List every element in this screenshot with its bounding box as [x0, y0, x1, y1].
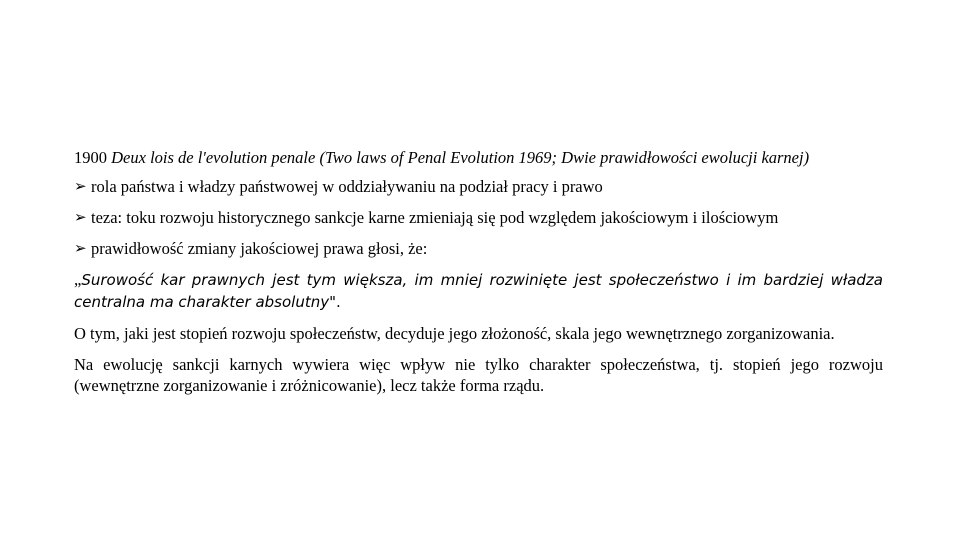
quote-text: Surowość kar prawnych jest tym większa, im mniej rozwinięte jest społeczeństwo i im bardziej władza centralna ma charakter absolutny: [74, 271, 883, 311]
quote-open-mark: „: [74, 270, 82, 289]
bullet-item-1: [74, 176, 883, 197]
heading-title: Deux lois de l'evolution penale (Two laws of Penal Evolution 1969; Dwie prawidłowości ewolucji karnej): [111, 148, 810, 167]
bullet-text: teza: toku rozwoju historycznego sankcje karne zmieniają się pod względem jakościowym i ilościowym: [91, 208, 779, 227]
bullet-text: rola państwa i władzy państwowej w oddziaływaniu na podział pracy i prawo: [91, 177, 603, 196]
paragraph-evolution: Na ewolucję sankcji karnych wywiera więc wpływ nie tylko charakter społeczeństwa, tj. stopień jego rozwoju (wewnętrzne zorganizowanie i zróżnicowanie), lecz także forma rządu.: [74, 355, 883, 395]
arrow-bullet-icon: ➢: [74, 239, 87, 257]
slide-content: [74, 147, 883, 406]
bullet-text: prawidłowość zmiany jakościowej prawa głosi, że:: [91, 239, 428, 258]
quote-paragraph: [74, 269, 883, 313]
heading-year: 1900: [74, 148, 107, 167]
arrow-bullet-icon: ➢: [74, 177, 87, 195]
quote-close-mark: ".: [329, 293, 341, 311]
bullet-item-3: [74, 238, 883, 259]
heading-line: [74, 147, 883, 168]
arrow-bullet-icon: ➢: [74, 208, 87, 226]
paragraph-development: O tym, jaki jest stopień rozwoju społeczeństw, decyduje jego złożoność, skala jego wewnętrznego zorganizowania.: [74, 324, 835, 343]
bullet-item-2: [74, 207, 883, 228]
